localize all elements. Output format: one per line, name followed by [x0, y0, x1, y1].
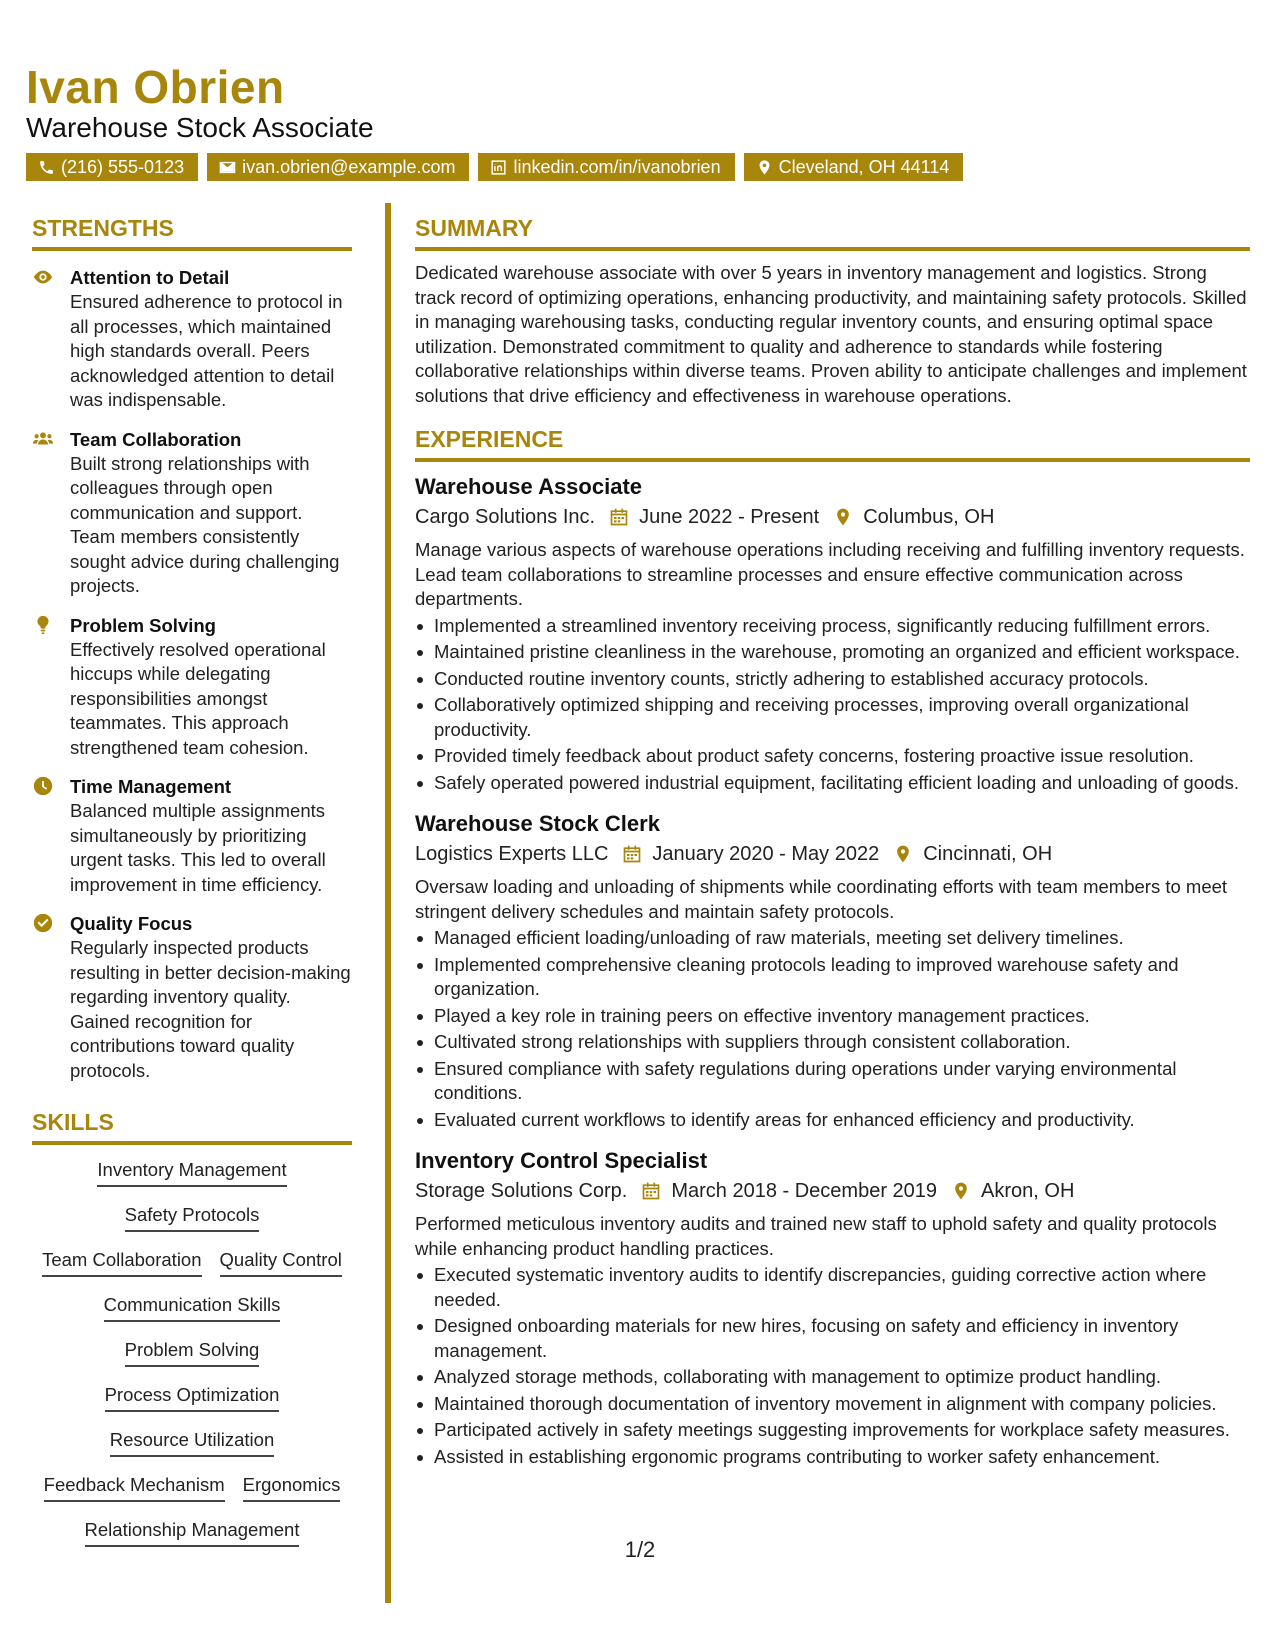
strength-item [32, 265, 352, 413]
contact-email-text: ivan.obrien@example.com [242, 157, 456, 177]
map-pin-icon [951, 1181, 971, 1201]
job-description: Performed meticulous inventory audits and trained new staff to uphold safety and quality protocols while enhancing product handling practices. [415, 1213, 1217, 1259]
contact-linkedin-text: linkedin.com/in/ivanobrien [513, 157, 721, 177]
job-bullets [415, 1263, 1250, 1469]
strength-item [32, 427, 352, 599]
contact-location[interactable] [744, 153, 964, 181]
strength-item [32, 911, 352, 1083]
calendar-icon [641, 1181, 661, 1201]
strength-description: Regularly inspected products resulting in better decision-making regarding inventory quality. Gained recognition for contributions toward quality protocols. [70, 937, 351, 1081]
job-dates: June 2022 - Present [639, 506, 820, 528]
job-description: Oversaw loading and unloading of shipments while coordinating efforts with team members to meet stringent delivery schedules and maintain safety protocols. [415, 876, 1228, 922]
linkedin-icon [490, 159, 507, 176]
strength-description: Balanced multiple assignments simultaneously by prioritizing urgent tasks. This led to overall improvement in time efficiency. [70, 800, 326, 895]
experience-heading: EXPERIENCE [415, 426, 1250, 462]
list-item: Participated actively in safety meetings suggesting improvements for workplace safety measures. [415, 1418, 1250, 1443]
job-title: Inventory Control Specialist [415, 1148, 708, 1173]
skill-row [32, 1339, 352, 1384]
strength-item [32, 774, 352, 897]
job-dates: January 2020 - May 2022 [652, 843, 880, 865]
envelope-icon [219, 159, 236, 176]
eye-icon [32, 266, 54, 288]
left-column [32, 215, 352, 1564]
skill-tag: Team Collaboration [42, 1249, 201, 1277]
skill-row [32, 1159, 352, 1204]
candidate-name: Ivan Obrien [26, 61, 285, 113]
list-item: Maintained pristine cleanliness in the warehouse, promoting an organized and efficient workspace. [415, 640, 1250, 665]
skills-list [32, 1159, 352, 1564]
list-item: Collaboratively optimized shipping and receiving processes, improving overall organizational productivity. [415, 693, 1250, 742]
right-column [415, 215, 1250, 1471]
job-location: Akron, OH [981, 1180, 1075, 1202]
job-description: Manage various aspects of warehouse operations including receiving and fulfilling inventory requests. Lead team collaborations to streamline processes and ensure effective communication across departments. [415, 539, 1245, 609]
list-item: Managed efficient loading/unloading of raw materials, meeting set delivery timelines. [415, 926, 1250, 951]
skills-heading: SKILLS [32, 1109, 352, 1145]
job-dates: March 2018 - December 2019 [671, 1180, 938, 1202]
list-item: Conducted routine inventory counts, strictly adhering to established accuracy protocols. [415, 667, 1250, 692]
list-item: Implemented a streamlined inventory receiving process, significantly reducing fulfillment errors. [415, 614, 1250, 639]
skill-row [32, 1384, 352, 1429]
skill-tag: Safety Protocols [125, 1204, 260, 1232]
skill-tag: Problem Solving [125, 1339, 260, 1367]
map-pin-icon [893, 844, 913, 864]
calendar-icon [609, 507, 629, 527]
contact-location-text: Cleveland, OH 44114 [778, 157, 950, 177]
strength-description: Effectively resolved operational hiccups while delegating responsibilities amongst teammates. This approach strengthened team cohesion. [70, 638, 326, 758]
list-item: Executed systematic inventory audits to identify discrepancies, guiding corrective action where needed. [415, 1263, 1250, 1312]
list-item: Maintained thorough documentation of inventory movement in alignment with company policies. [415, 1392, 1250, 1417]
job-meta [415, 1176, 1250, 1206]
job-location: Cincinnati, OH [923, 843, 1053, 865]
skill-row [32, 1519, 352, 1564]
map-pin-icon [833, 507, 853, 527]
contact-phone-text: (216) 555-0123 [61, 157, 185, 177]
strength-description: Built strong relationships with colleagues through open communication and support. Team members consistently sought advice during challenging projects. [70, 452, 340, 596]
summary-heading: SUMMARY [415, 215, 1250, 251]
map-pin-icon [756, 159, 773, 176]
strength-title: Problem Solving [70, 614, 216, 636]
job-bullets [415, 614, 1250, 796]
job-title: Warehouse Stock Clerk [415, 811, 660, 836]
list-item: Provided timely feedback about product safety concerns, fostering proactive issue resolution. [415, 744, 1250, 769]
job-location: Columbus, OH [863, 506, 995, 528]
list-item: Played a key role in training peers on effective inventory management practices. [415, 1004, 1250, 1029]
skill-tag: Quality Control [220, 1249, 342, 1277]
contact-linkedin[interactable] [478, 153, 734, 181]
strength-title: Attention to Detail [70, 267, 230, 288]
skill-tag: Ergonomics [243, 1474, 341, 1502]
skill-row [32, 1429, 352, 1474]
skill-tag: Relationship Management [85, 1519, 300, 1547]
job-bullets [415, 926, 1250, 1132]
contact-bar [26, 153, 963, 181]
skill-row [32, 1204, 352, 1249]
skill-tag: Resource Utilization [110, 1429, 275, 1457]
skill-tag: Communication Skills [104, 1294, 281, 1322]
job-title: Warehouse Associate [415, 474, 643, 499]
column-divider [385, 203, 391, 1603]
candidate-title: Warehouse Stock Associate [26, 112, 374, 143]
job-entry [415, 809, 1250, 1132]
job-company: Logistics Experts LLC [415, 843, 609, 865]
skill-row [32, 1294, 352, 1339]
strength-item [32, 613, 352, 761]
contact-phone[interactable] [26, 153, 198, 181]
list-item: Safely operated powered industrial equipment, facilitating efficient loading and unloading of goods. [415, 771, 1250, 796]
list-item: Designed onboarding materials for new hires, focusing on safety and efficiency in inventory management. [415, 1314, 1250, 1363]
lightbulb-icon [32, 614, 54, 636]
job-entry [415, 1146, 1250, 1469]
skill-tag: Process Optimization [105, 1384, 280, 1412]
summary-text: Dedicated warehouse associate with over 5 years in inventory management and logistics. Strong track record of optimizing operations, enhancing productivity, and maintaining safety protocols. Skilled in managing warehousing tasks, conducting regular inventory counts, and ensuring optimal space utilization. Demonstrated commitment to quality and adherence to standards while fostering collaborative relationships within diverse teams. Proven ability to anticipate challenges and implement solutions that drive efficiency and effectiveness in warehouse operations. [415, 262, 1247, 406]
skill-row [32, 1249, 352, 1294]
job-entry [415, 472, 1250, 795]
list-item: Evaluated current workflows to identify areas for enhanced efficiency and productivity. [415, 1108, 1250, 1133]
calendar-icon [622, 844, 642, 864]
phone-icon [38, 159, 55, 176]
list-item: Ensured compliance with safety regulations during operations under varying environmental conditions. [415, 1057, 1250, 1106]
skill-tag: Inventory Management [97, 1159, 286, 1187]
job-company: Storage Solutions Corp. [415, 1180, 628, 1202]
strength-description: Ensured adherence to protocol in all processes, which maintained high standards overall. Peers acknowledged attention to detail was indispensable. [70, 291, 343, 410]
strength-title: Team Collaboration [70, 428, 242, 450]
list-item: Analyzed storage methods, collaborating with management to optimize product handling. [415, 1365, 1250, 1390]
skill-tag: Feedback Mechanism [44, 1474, 225, 1502]
strength-title: Quality Focus [70, 913, 193, 934]
strengths-heading: STRENGTHS [32, 215, 352, 251]
list-item: Assisted in establishing ergonomic programs contributing to worker safety enhancement. [415, 1445, 1250, 1470]
list-item: Implemented comprehensive cleaning protocols leading to improved warehouse safety and organization. [415, 953, 1250, 1002]
job-meta [415, 839, 1250, 869]
check-circle-icon [32, 912, 54, 934]
list-item: Cultivated strong relationships with suppliers through consistent collaboration. [415, 1030, 1250, 1055]
skill-row [32, 1474, 352, 1519]
strength-title: Time Management [70, 776, 232, 797]
job-company: Cargo Solutions Inc. [415, 506, 596, 528]
contact-email[interactable] [207, 153, 469, 181]
users-icon [32, 428, 54, 450]
page-number: 1/2 [624, 1537, 656, 1562]
job-meta [415, 502, 1250, 532]
clock-icon [32, 775, 54, 797]
